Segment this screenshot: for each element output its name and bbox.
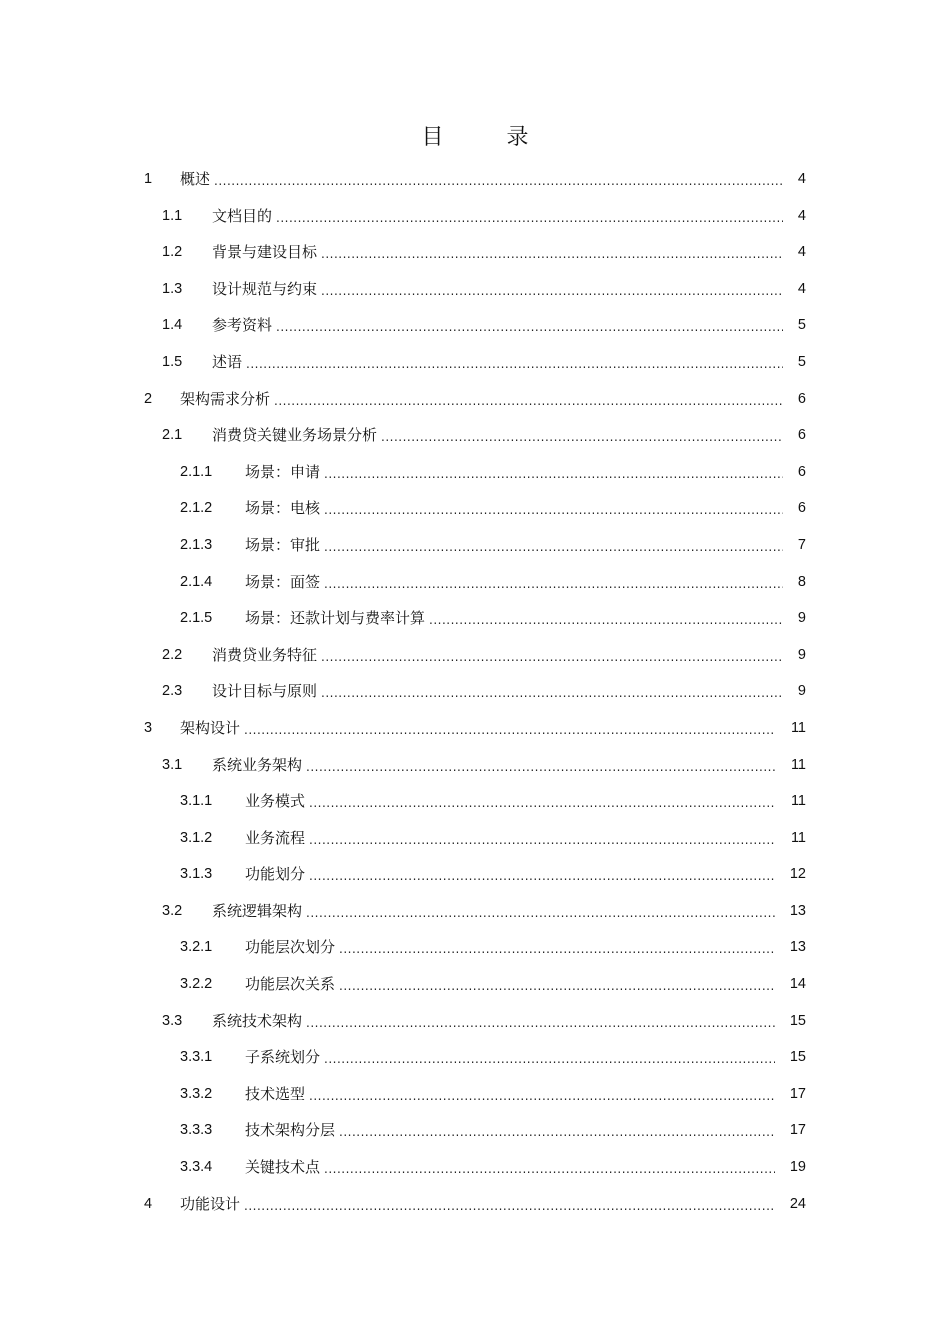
toc-entry-label[interactable]: 参考资料 xyxy=(212,316,273,335)
toc-entry-page-number: 11 xyxy=(790,719,806,736)
toc-entry-page-number: 4 xyxy=(797,244,806,261)
toc-entry[interactable] xyxy=(0,783,950,820)
toc-entry-number: 3.1.3 xyxy=(180,866,213,883)
toc-entry[interactable] xyxy=(0,234,950,271)
dot-leader xyxy=(309,1086,775,1106)
toc-entry-page-number: 6 xyxy=(797,463,806,480)
toc-entry-line xyxy=(245,462,786,483)
dot-leader xyxy=(324,574,783,594)
toc-entry-page-number: 9 xyxy=(797,683,806,700)
toc-entry-label[interactable]: 场景：还款计划与费率计算 xyxy=(245,609,426,628)
toc-entry-page-number: 4 xyxy=(797,280,806,297)
dot-leader xyxy=(339,1122,775,1142)
toc-entry[interactable] xyxy=(0,673,950,710)
toc-entry-label[interactable]: 消费贷业务特征 xyxy=(212,645,318,664)
toc-entry[interactable] xyxy=(0,747,950,784)
toc-entry-line xyxy=(180,718,778,739)
toc-entry-number: 2.2 xyxy=(162,646,183,663)
toc-entry-page-number: 13 xyxy=(789,902,806,919)
toc-entry-line xyxy=(212,279,786,300)
toc-entry-label[interactable]: 功能设计 xyxy=(180,1194,241,1213)
toc-entry-number: 3.3.2 xyxy=(180,1085,213,1102)
dot-leader xyxy=(321,281,783,301)
toc-entry-page-number: 17 xyxy=(789,1122,806,1139)
toc-entry[interactable] xyxy=(0,600,950,637)
toc-entry-number: 1.3 xyxy=(162,280,183,297)
toc-entry-page-number: 9 xyxy=(797,646,806,663)
toc-entry-label[interactable]: 系统技术架构 xyxy=(212,1011,303,1030)
toc-entry-label[interactable]: 文档目的 xyxy=(212,206,273,225)
toc-entry-label[interactable]: 系统逻辑架构 xyxy=(212,901,303,920)
toc-entry-number: 1.2 xyxy=(162,244,183,261)
toc-entry-number: 1.4 xyxy=(162,317,183,334)
toc-entry-page-number: 7 xyxy=(797,536,806,553)
toc-entry-number: 2 xyxy=(144,390,153,407)
toc-entry-number: 3.3.4 xyxy=(180,1159,213,1176)
toc-list xyxy=(0,161,950,1222)
toc-entry-number: 1.5 xyxy=(162,353,183,370)
toc-entry[interactable] xyxy=(0,929,950,966)
toc-entry[interactable] xyxy=(0,527,950,564)
toc-entry-page-number: 6 xyxy=(797,427,806,444)
toc-entry-page-number: 14 xyxy=(789,976,806,993)
toc-entry-page-number: 6 xyxy=(797,390,806,407)
toc-entry-line xyxy=(245,791,778,812)
dot-leader xyxy=(306,1013,775,1033)
toc-entry-page-number: 11 xyxy=(790,793,806,810)
dot-leader xyxy=(321,244,783,264)
toc-entry-number: 3.2.1 xyxy=(180,939,213,956)
toc-entry-label[interactable]: 架构设计 xyxy=(180,718,241,737)
toc-entry-number: 2.1.1 xyxy=(180,463,213,480)
toc-entry-label[interactable]: 述语 xyxy=(212,352,243,371)
toc-entry[interactable] xyxy=(0,1003,950,1040)
dot-leader xyxy=(276,208,783,228)
dot-leader xyxy=(309,866,775,886)
toc-entry-line xyxy=(245,1084,778,1105)
dot-leader xyxy=(324,1159,775,1179)
toc-entry-page-number: 5 xyxy=(797,317,806,334)
toc-entry-label[interactable]: 关键技术点 xyxy=(245,1158,321,1177)
toc-entry-line xyxy=(212,315,786,336)
toc-entry[interactable] xyxy=(0,1039,950,1076)
toc-entry-number: 3.1.1 xyxy=(180,793,213,810)
toc-entry-line xyxy=(245,1120,778,1141)
dot-leader xyxy=(324,464,783,484)
toc-entry-label[interactable]: 场景：申请 xyxy=(245,462,321,481)
toc-entry-number: 4 xyxy=(144,1195,153,1212)
dot-leader xyxy=(429,610,783,630)
toc-entry[interactable] xyxy=(0,820,950,857)
toc-entry-label[interactable]: 设计规范与约束 xyxy=(212,279,318,298)
toc-entry-line xyxy=(180,169,786,190)
toc-entry-line xyxy=(245,608,786,629)
toc-entry-number: 1 xyxy=(144,171,153,187)
toc-entry-page-number: 6 xyxy=(797,500,806,517)
toc-entry-number: 1.1 xyxy=(162,207,183,224)
toc-entry[interactable] xyxy=(0,966,950,1003)
toc-entry-label[interactable]: 业务流程 xyxy=(245,828,306,847)
toc-entry-line xyxy=(245,1047,778,1068)
dot-leader xyxy=(324,500,783,520)
dot-leader xyxy=(244,1196,775,1216)
toc-entry-line xyxy=(212,681,786,702)
toc-entry-line xyxy=(212,425,786,446)
toc-entry-label[interactable]: 系统业务架构 xyxy=(212,755,303,774)
toc-entry-line xyxy=(212,755,778,776)
dot-leader xyxy=(321,647,783,667)
toc-entry[interactable] xyxy=(0,381,950,418)
toc-entry-page-number: 12 xyxy=(789,866,806,883)
toc-entry-number: 2.1.5 xyxy=(180,610,213,627)
dot-leader xyxy=(244,720,775,740)
dot-leader xyxy=(381,427,783,447)
toc-entry-label[interactable]: 功能层次关系 xyxy=(245,975,336,994)
toc-entry-number: 2.1.2 xyxy=(180,500,213,517)
dot-leader xyxy=(309,793,775,813)
toc-entry-label[interactable]: 技术架构分层 xyxy=(245,1121,336,1140)
toc-entry-number: 3.3.3 xyxy=(180,1122,213,1139)
toc-entry-number: 3.2 xyxy=(162,902,183,919)
toc-entry-line xyxy=(245,974,778,995)
toc-entry[interactable] xyxy=(0,710,950,747)
dot-leader xyxy=(306,903,775,923)
toc-entry[interactable] xyxy=(0,856,950,893)
toc-entry-label[interactable]: 概述 xyxy=(180,170,211,188)
toc-entry[interactable] xyxy=(0,1112,950,1149)
toc-entry-number: 3.1.2 xyxy=(180,829,213,846)
toc-entry-number: 2.1 xyxy=(162,427,183,444)
toc-entry-label[interactable]: 架构需求分析 xyxy=(180,389,271,408)
toc-entry-number: 2.1.3 xyxy=(180,536,213,553)
toc-entry-page-number: 15 xyxy=(789,1049,806,1066)
toc-title: 目 录 xyxy=(421,125,557,150)
toc-entry[interactable] xyxy=(0,490,950,527)
toc-entry-line xyxy=(212,1011,778,1032)
toc-entry[interactable] xyxy=(0,893,950,930)
toc-entry-label[interactable]: 背景与建设目标 xyxy=(212,243,318,262)
dot-leader xyxy=(214,171,783,191)
toc-entry-number: 3.3.1 xyxy=(180,1049,213,1066)
toc-entry[interactable] xyxy=(0,307,950,344)
toc-entry-page-number: 4 xyxy=(797,171,806,187)
toc-entry-line xyxy=(245,828,778,849)
dot-leader xyxy=(274,391,783,411)
toc-entry-page-number: 13 xyxy=(789,939,806,956)
toc-entry-number: 2.3 xyxy=(162,683,183,700)
toc-entry[interactable] xyxy=(0,1186,950,1223)
toc-entry-label[interactable]: 功能层次划分 xyxy=(245,938,336,957)
toc-entry-number: 3.1 xyxy=(162,756,183,773)
toc-entry-label[interactable]: 设计目标与原则 xyxy=(212,682,318,701)
dot-leader xyxy=(276,317,783,337)
toc-entry-page-number: 24 xyxy=(789,1195,806,1212)
toc-entry-number: 3.2.2 xyxy=(180,976,213,993)
dot-leader xyxy=(306,757,775,777)
toc-entry[interactable] xyxy=(0,564,950,601)
toc-entry[interactable] xyxy=(0,344,950,381)
toc-entry[interactable] xyxy=(0,161,950,198)
toc-entry-line xyxy=(245,1157,778,1178)
toc-entry-line xyxy=(245,864,778,885)
toc-entry-line xyxy=(212,242,786,263)
dot-leader xyxy=(324,537,783,557)
toc-entry-number: 3.3 xyxy=(162,1012,183,1029)
toc-entry[interactable] xyxy=(0,454,950,491)
toc-entry-page-number: 17 xyxy=(789,1085,806,1102)
dot-leader xyxy=(339,939,775,959)
toc-entry[interactable] xyxy=(0,417,950,454)
toc-entry-label[interactable]: 业务模式 xyxy=(245,792,306,811)
toc-entry[interactable] xyxy=(0,637,950,674)
toc-entry-line xyxy=(245,498,786,519)
toc-entry-line xyxy=(180,389,786,410)
toc-entry-page-number: 11 xyxy=(790,756,806,773)
toc-entry-page-number: 9 xyxy=(797,610,806,627)
toc-entry-page-number: 4 xyxy=(797,207,806,224)
toc-entry-label[interactable]: 功能划分 xyxy=(245,865,306,884)
toc-entry-page-number: 8 xyxy=(797,573,806,590)
toc-entry-page-number: 19 xyxy=(789,1159,806,1176)
toc-entry-line xyxy=(212,206,786,227)
toc-entry-page-number: 11 xyxy=(790,829,806,846)
toc-entry-page-number: 15 xyxy=(789,1012,806,1029)
toc-entry[interactable] xyxy=(0,198,950,235)
toc-entry-line xyxy=(180,1194,778,1215)
dot-leader xyxy=(309,830,775,850)
toc-entry-label[interactable]: 场景：面签 xyxy=(245,572,321,591)
toc-entry-line xyxy=(212,645,786,666)
dot-leader xyxy=(321,683,783,703)
dot-leader xyxy=(339,976,775,996)
toc-entry[interactable] xyxy=(0,1149,950,1186)
toc-entry[interactable] xyxy=(0,271,950,308)
toc-entry-line xyxy=(212,901,778,922)
toc-entry-label[interactable]: 技术选型 xyxy=(245,1084,306,1103)
toc-entry-number: 2.1.4 xyxy=(180,573,213,590)
toc-entry-label[interactable]: 场景：审批 xyxy=(245,535,321,554)
dot-leader xyxy=(246,354,783,374)
toc-entry-number: 3 xyxy=(144,719,153,736)
toc-entry-line xyxy=(245,937,778,958)
dot-leader xyxy=(324,1049,775,1069)
toc-entry-label[interactable]: 子系统划分 xyxy=(245,1048,321,1067)
toc-entry-label[interactable]: 场景：电核 xyxy=(245,499,321,518)
toc-entry-line xyxy=(245,572,786,593)
toc-entry-label[interactable]: 消费贷关键业务场景分析 xyxy=(212,426,378,445)
toc-entry-line xyxy=(212,352,786,373)
toc-entry[interactable] xyxy=(0,1076,950,1113)
toc-entry-line xyxy=(245,535,786,556)
toc-entry-page-number: 5 xyxy=(797,353,806,370)
